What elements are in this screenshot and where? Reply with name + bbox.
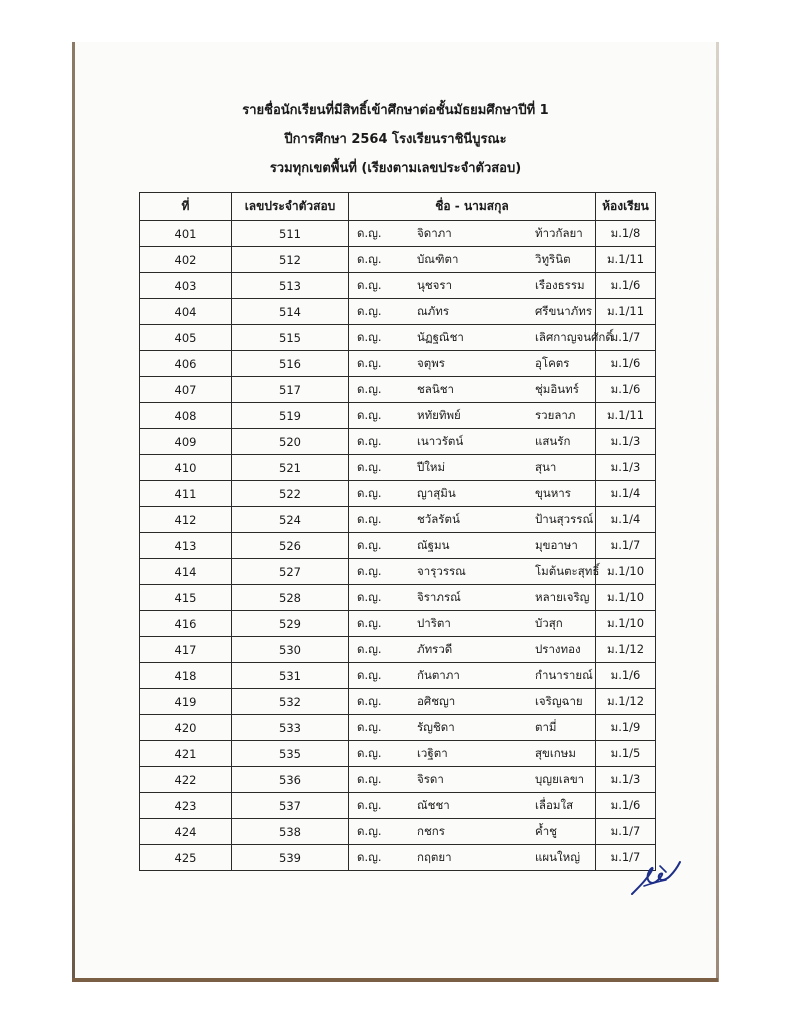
student-title: ด.ญ. [357,823,382,838]
table-row [140,715,656,741]
row-exam-id: 514 [232,299,349,325]
student-first-name: อศิชญา [417,693,456,708]
row-student-name [349,663,596,689]
row-classroom: ม.1/6 [596,351,656,377]
table-row [140,429,656,455]
table-row [140,767,656,793]
row-exam-id: 538 [232,819,349,845]
row-exam-id: 528 [232,585,349,611]
student-first-name: บัณฑิตา [417,251,459,266]
row-classroom: ม.1/6 [596,273,656,299]
row-exam-id: 519 [232,403,349,429]
student-last-name: วิทูรินิต [535,251,571,266]
student-last-name: ท้าวกัลยา [535,225,583,240]
student-last-name: สุนา [535,459,557,474]
row-number: 401 [140,221,232,247]
row-exam-id: 517 [232,377,349,403]
row-student-name [349,273,596,299]
table-row [140,299,656,325]
document-header [0,100,791,187]
student-title: ด.ญ. [357,615,382,630]
row-classroom: ม.1/10 [596,559,656,585]
student-last-name: แสนรัก [535,433,571,448]
row-number: 420 [140,715,232,741]
row-classroom: ม.1/11 [596,403,656,429]
student-last-name: เลื่อมใส [535,797,574,812]
student-title: ด.ญ. [357,459,382,474]
student-title: ด.ญ. [357,511,382,526]
student-first-name: กชกร [417,823,445,838]
table-row [140,819,656,845]
student-first-name: นัฏฐณิชา [417,329,464,344]
student-first-name: ปีใหม่ [417,459,446,474]
student-title: ด.ญ. [357,745,382,760]
row-student-name [349,403,596,429]
student-title: ด.ญ. [357,329,382,344]
student-last-name: ปรางทอง [535,641,581,656]
row-classroom: ม.1/4 [596,507,656,533]
table-row [140,455,656,481]
row-exam-id: 522 [232,481,349,507]
row-classroom: ม.1/6 [596,793,656,819]
row-exam-id: 531 [232,663,349,689]
table-row [140,741,656,767]
row-exam-id: 526 [232,533,349,559]
row-student-name [349,559,600,585]
row-classroom: ม.1/11 [596,299,656,325]
row-number: 419 [140,689,232,715]
row-student-name [349,507,596,533]
table-row [140,845,656,871]
column-header-room: ห้องเรียน [596,193,656,221]
row-classroom: ม.1/8 [596,221,656,247]
row-number: 424 [140,819,232,845]
table-row [140,481,656,507]
row-number: 407 [140,377,232,403]
row-number: 421 [140,741,232,767]
row-number: 410 [140,455,232,481]
column-header-name: ชื่อ - นามสกุล [349,193,596,221]
student-title: ด.ญ. [357,537,382,552]
student-last-name: ขุนหาร [535,485,571,500]
row-number: 412 [140,507,232,533]
row-exam-id: 512 [232,247,349,273]
student-title: ด.ญ. [357,433,382,448]
row-number: 414 [140,559,232,585]
student-last-name: เรืองธรรม [535,277,585,292]
row-student-name [349,637,596,663]
student-title: ด.ญ. [357,381,382,396]
row-classroom: ม.1/5 [596,741,656,767]
row-student-name [349,741,596,767]
student-first-name: ณภัทร [417,303,450,318]
row-student-name [349,299,596,325]
scan-edge-bottom [72,978,718,982]
row-number: 417 [140,637,232,663]
student-first-name: ณัชชา [417,797,450,812]
student-last-name: สุขเกษม [535,745,576,760]
row-student-name [349,767,596,793]
student-last-name: ป้านสุวรรณ์ [535,511,594,526]
student-first-name: จิรดา [417,771,444,786]
table-row [140,663,656,689]
student-first-name: ญาสุมิน [417,485,456,500]
row-student-name [349,455,596,481]
student-first-name: จตุพร [417,355,445,370]
row-exam-id: 527 [232,559,349,585]
student-last-name: เลิศกาญจนศักดิ์ [535,329,613,344]
student-first-name: จิราภรณ์ [417,589,461,604]
row-exam-id: 539 [232,845,349,871]
row-student-name [349,221,596,247]
student-last-name: แผนใหญ่ [535,849,581,864]
row-classroom: ม.1/3 [596,429,656,455]
row-exam-id: 520 [232,429,349,455]
student-first-name: กันตาภา [417,667,460,682]
student-first-name: เวฐิตา [417,745,448,760]
student-roster-table [139,192,656,871]
row-exam-id: 521 [232,455,349,481]
row-student-name [349,247,596,273]
row-number: 405 [140,325,232,351]
student-first-name: ภัทรวดี [417,641,453,656]
student-first-name: จิดาภา [417,225,452,240]
student-first-name: จารุวรรณ [417,563,466,578]
row-classroom: ม.1/3 [596,767,656,793]
student-first-name: ชลนิชา [417,381,454,396]
row-student-name [349,325,613,351]
student-first-name: เนาวรัตน์ [417,433,464,448]
student-last-name: ศรีขนาภัทร [535,303,592,318]
student-first-name: ณัฐมน [417,537,450,552]
row-classroom: ม.1/7 [596,819,656,845]
row-student-name [349,351,596,377]
row-number: 416 [140,611,232,637]
student-first-name: กฤตยา [417,849,452,864]
student-title: ด.ญ. [357,277,382,292]
row-number: 403 [140,273,232,299]
row-exam-id: 524 [232,507,349,533]
row-classroom: ม.1/10 [596,611,656,637]
row-number: 422 [140,767,232,793]
table-body [140,221,656,871]
row-classroom: ม.1/6 [596,377,656,403]
row-student-name [349,533,596,559]
row-exam-id: 533 [232,715,349,741]
row-student-name [349,611,596,637]
student-last-name: บุญยเลขา [535,771,585,786]
row-number: 411 [140,481,232,507]
row-number: 402 [140,247,232,273]
header-academic-year: ปีการศึกษา 2564 โรงเรียนราชินีบูรณะ [284,132,507,147]
table-row [140,585,656,611]
student-title: ด.ญ. [357,719,382,734]
student-last-name: หลายเจริญ [535,589,590,604]
student-last-name: รวยลาภ [535,407,576,422]
student-title: ด.ญ. [357,563,382,578]
row-student-name [349,689,596,715]
row-student-name [349,429,596,455]
row-classroom: ม.1/4 [596,481,656,507]
row-classroom: ม.1/12 [596,637,656,663]
table-row [140,247,656,273]
row-number: 409 [140,429,232,455]
student-title: ด.ญ. [357,641,382,656]
student-first-name: ปาริตา [417,615,451,630]
student-title: ด.ญ. [357,303,382,318]
row-exam-id: 532 [232,689,349,715]
table-row [140,611,656,637]
student-last-name: โมต้นตะสุทธิ์ [535,563,600,578]
row-student-name [349,585,596,611]
student-last-name: กำนารายณ์ [535,667,593,682]
row-exam-id: 537 [232,793,349,819]
row-classroom: ม.1/7 [596,325,656,351]
row-exam-id: 530 [232,637,349,663]
table-row [140,507,656,533]
student-title: ด.ญ. [357,355,382,370]
table-row [140,273,656,299]
handwritten-signature-icon [626,856,682,900]
row-classroom: ม.1/12 [596,689,656,715]
column-header-exam-id: เลขประจำตัวสอบ [232,193,349,221]
row-exam-id: 511 [232,221,349,247]
student-title: ด.ญ. [357,667,382,682]
student-title: ด.ญ. [357,589,382,604]
table-row [140,351,656,377]
student-last-name: อุโคตร [535,355,570,370]
table-row [140,377,656,403]
table-row [140,325,656,351]
table-row [140,793,656,819]
student-last-name: มุขอาษา [535,537,578,552]
student-title: ด.ญ. [357,251,382,266]
student-title: ด.ญ. [357,771,382,786]
row-classroom: ม.1/10 [596,585,656,611]
student-last-name: เจริญฉาย [535,693,583,708]
student-last-name: บัวสุก [535,615,563,630]
table-row [140,689,656,715]
table-row [140,637,656,663]
row-exam-id: 529 [232,611,349,637]
row-student-name [349,481,596,507]
row-exam-id: 515 [232,325,349,351]
row-classroom: ม.1/3 [596,455,656,481]
student-first-name: รัญชิดา [417,719,455,734]
row-classroom: ม.1/6 [596,663,656,689]
student-title: ด.ญ. [357,407,382,422]
row-number: 408 [140,403,232,429]
row-classroom: ม.1/7 [596,533,656,559]
student-title: ด.ญ. [357,849,382,864]
row-exam-id: 516 [232,351,349,377]
student-title: ด.ญ. [357,797,382,812]
row-student-name [349,715,596,741]
row-exam-id: 513 [232,273,349,299]
table-row [140,221,656,247]
row-number: 425 [140,845,232,871]
row-number: 406 [140,351,232,377]
row-student-name [349,793,596,819]
row-student-name [349,377,596,403]
table-row [140,559,656,585]
table-row [140,533,656,559]
row-exam-id: 536 [232,767,349,793]
row-exam-id: 535 [232,741,349,767]
student-last-name: ค้ำชู [535,823,557,838]
header-title: รายชื่อนักเรียนที่มีสิทธิ์เข้าศึกษาต่อชั้นมัธยมศึกษาปีที่ 1 [242,103,549,118]
row-student-name [349,845,596,871]
row-number: 404 [140,299,232,325]
row-number: 415 [140,585,232,611]
student-title: ด.ญ. [357,485,382,500]
student-title: ด.ญ. [357,693,382,708]
row-classroom: ม.1/9 [596,715,656,741]
table-row [140,403,656,429]
row-classroom: ม.1/11 [596,247,656,273]
row-number: 423 [140,793,232,819]
student-last-name: ชุ่มอินทร์ [535,381,579,396]
student-last-name: ตามี่ [535,719,557,734]
student-first-name: ชวัลรัตน์ [417,511,460,526]
table-header-row [140,193,656,221]
row-number: 413 [140,533,232,559]
row-number: 418 [140,663,232,689]
student-title: ด.ญ. [357,225,382,240]
column-header-no: ที่ [140,193,232,221]
row-classroom: ม.1/7 [596,845,656,871]
student-first-name: นุชจรา [417,277,453,292]
student-first-name: หทัยทิพย์ [417,407,461,422]
header-scope: รวมทุกเขตพื้นที่ (เรียงตามเลขประจำตัวสอบ) [269,161,522,176]
row-student-name [349,819,596,845]
